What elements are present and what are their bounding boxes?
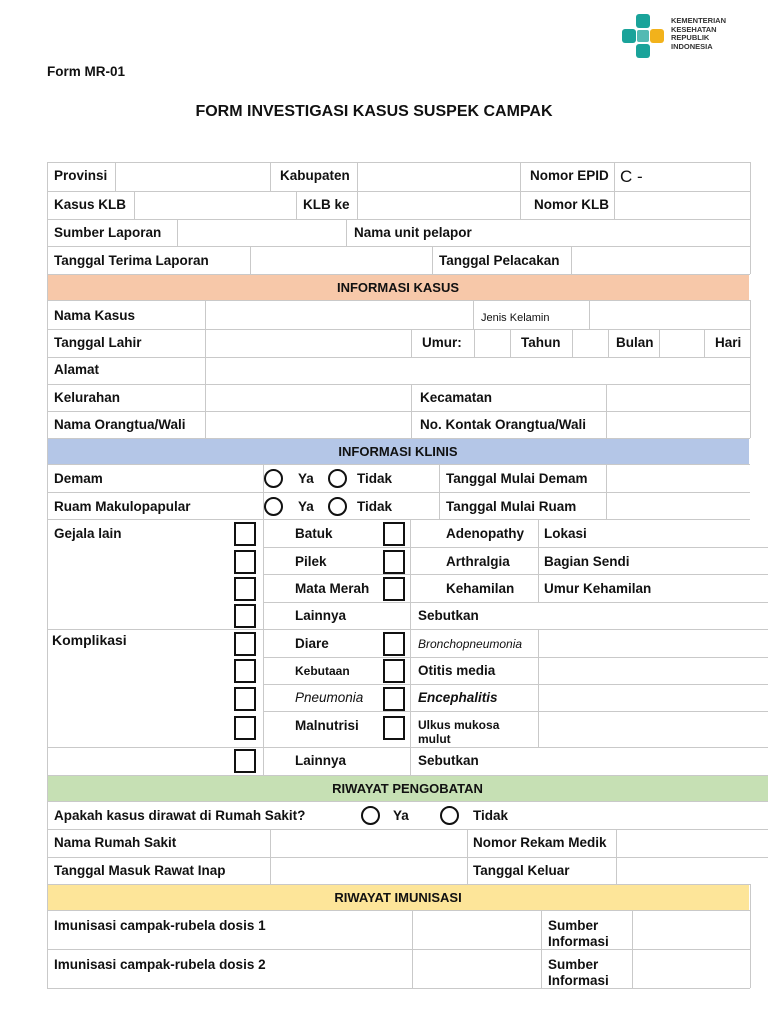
checkbox-pneumonia[interactable] <box>234 687 256 711</box>
label-tanggal-mulai-demam: Tanggal Mulai Demam <box>446 471 588 486</box>
label-pneumonia: Pneumonia <box>295 690 364 705</box>
label-nomor-rekam-medik: Nomor Rekam Medik <box>473 835 607 850</box>
radio-dirawat-ya[interactable] <box>361 806 380 825</box>
checkbox-adenopathy[interactable] <box>383 522 405 546</box>
label-dirawat-tidak: Tidak <box>473 808 509 823</box>
label-sebutkan: Sebutkan <box>418 608 479 623</box>
checkbox-malnutrisi[interactable] <box>234 716 256 740</box>
label-tanggal-pelacakan: Tanggal Pelacakan <box>439 253 560 268</box>
checkbox-encephalitis[interactable] <box>383 687 405 711</box>
label-kecamatan: Kecamatan <box>420 390 493 405</box>
label-encephalitis: Encephalitis <box>418 690 498 705</box>
label-sumber-1a: Sumber <box>548 918 599 933</box>
logo-mark-icon <box>620 12 668 60</box>
label-kabupaten: Kabupaten <box>280 168 350 183</box>
checkbox-diare[interactable] <box>234 632 256 656</box>
label-ulkus-line-1: Ulkus mukosa <box>418 718 500 732</box>
label-pilek: Pilek <box>295 554 327 569</box>
label-kebutaan: Kebutaan <box>295 664 350 678</box>
label-nama-rumah-sakit: Nama Rumah Sakit <box>54 835 177 850</box>
checkbox-lainnya[interactable] <box>234 604 256 628</box>
label-lokasi: Lokasi <box>544 526 587 541</box>
label-ulkus-line-2: mulut <box>418 732 451 746</box>
checkbox-kehamilan[interactable] <box>383 577 405 601</box>
label-arthralgia: Arthralgia <box>446 554 510 569</box>
section-header-riwayat-pengobatan: RIWAYAT PENGOBATAN <box>47 775 768 801</box>
label-umur-kehamilan: Umur Kehamilan <box>544 581 652 596</box>
form-title: FORM INVESTIGASI KASUS SUSPEK CAMPAK <box>195 103 553 120</box>
label-tanggal-keluar: Tanggal Keluar <box>473 863 570 878</box>
label-dirawat-rumah-sakit: Apakah kasus dirawat di Rumah Sakit? <box>54 808 306 823</box>
label-nomor-klb: Nomor KLB <box>534 197 609 212</box>
section-header-informasi-klinis: INFORMASI KLINIS <box>47 438 749 464</box>
label-klb-ke: KLB ke <box>303 197 350 212</box>
label-batuk: Batuk <box>295 526 333 541</box>
label-alamat: Alamat <box>54 362 100 377</box>
label-hari: Hari <box>715 335 742 350</box>
radio-ruam-tidak[interactable] <box>328 497 347 516</box>
checkbox-otitis-media[interactable] <box>383 659 405 683</box>
checkbox-kebutaan[interactable] <box>234 659 256 683</box>
label-jenis-kelamin: Jenis Kelamin <box>481 312 550 324</box>
label-tahun: Tahun <box>521 335 561 350</box>
label-kehamilan: Kehamilan <box>446 581 515 596</box>
label-bronchopneumonia: Bronchopneumonia <box>418 637 523 651</box>
label-kasus-klb: Kasus KLB <box>54 197 127 212</box>
label-mata-merah: Mata Merah <box>295 581 370 596</box>
label-lainnya-komplikasi: Lainnya <box>295 753 347 768</box>
label-nama-kasus: Nama Kasus <box>54 308 136 323</box>
checkbox-mata-merah[interactable] <box>234 577 256 601</box>
label-diare: Diare <box>295 636 329 651</box>
label-ruam-tidak: Tidak <box>357 499 393 514</box>
checkbox-batuk[interactable] <box>234 522 256 546</box>
label-otitis-media: Otitis media <box>418 663 496 678</box>
label-malnutrisi: Malnutrisi <box>295 718 359 733</box>
logo-text-line-1: KEMENTERIAN <box>671 16 727 25</box>
label-demam: Demam <box>54 471 103 486</box>
label-ruam-makulopapular: Ruam Makulopapular <box>54 499 191 514</box>
checkbox-lainnya-komplikasi[interactable] <box>234 749 256 773</box>
section-header-riwayat-imunisasi: RIWAYAT IMUNISASI <box>47 884 749 910</box>
label-tanggal-lahir: Tanggal Lahir <box>54 335 142 350</box>
label-tanggal-terima-laporan: Tanggal Terima Laporan <box>54 253 209 268</box>
label-tanggal-mulai-ruam: Tanggal Mulai Ruam <box>446 499 577 514</box>
label-sumber-laporan: Sumber Laporan <box>54 225 162 240</box>
label-nomor-epid: Nomor EPID <box>530 168 609 183</box>
label-adenopathy: Adenopathy <box>446 526 525 541</box>
radio-ruam-ya[interactable] <box>264 497 283 516</box>
ministry-logo <box>620 10 725 60</box>
label-sumber-1b: Informasi <box>548 934 609 949</box>
label-bagian-sendi: Bagian Sendi <box>544 554 630 569</box>
radio-demam-tidak[interactable] <box>328 469 347 488</box>
epid-value[interactable]: C - <box>620 167 643 186</box>
label-tanggal-masuk-rawat-inap: Tanggal Masuk Rawat Inap <box>54 863 226 878</box>
label-ruam-ya: Ya <box>298 499 314 514</box>
checkbox-bronchopneumonia[interactable] <box>383 632 405 656</box>
radio-dirawat-tidak[interactable] <box>440 806 459 825</box>
label-imunisasi-dosis-2: Imunisasi campak-rubela dosis 2 <box>54 957 266 972</box>
label-sumber-2b: Informasi <box>548 973 609 988</box>
label-kelurahan: Kelurahan <box>54 390 121 405</box>
label-no-kontak-orangtua-wali: No. Kontak Orangtua/Wali <box>420 417 587 432</box>
label-demam-ya: Ya <box>298 471 314 486</box>
label-bulan: Bulan <box>616 335 654 350</box>
label-provinsi: Provinsi <box>54 168 108 183</box>
checkbox-arthralgia[interactable] <box>383 550 405 574</box>
label-nama-orangtua-wali: Nama Orangtua/Wali <box>54 417 186 432</box>
radio-demam-ya[interactable] <box>264 469 283 488</box>
label-nama-unit-pelapor: Nama unit pelapor <box>354 225 472 240</box>
checkbox-pilek[interactable] <box>234 550 256 574</box>
checkbox-ulkus-mukosa-mulut[interactable] <box>383 716 405 740</box>
label-sumber-2a: Sumber <box>548 957 599 972</box>
label-gejala-lain: Gejala lain <box>54 526 122 541</box>
logo-text-line-4: INDONESIA <box>671 41 713 51</box>
label-imunisasi-dosis-1: Imunisasi campak-rubela dosis 1 <box>54 918 266 933</box>
section-header-informasi-kasus: INFORMASI KASUS <box>47 274 749 300</box>
label-demam-tidak: Tidak <box>357 471 393 486</box>
form-code: Form MR-01 <box>47 64 126 79</box>
label-lainnya: Lainnya <box>295 608 347 623</box>
label-komplikasi: Komplikasi <box>52 632 127 648</box>
label-dirawat-ya: Ya <box>393 808 409 823</box>
label-sebutkan-komplikasi: Sebutkan <box>418 753 479 768</box>
logo-text-line-2: KESEHATAN <box>671 24 717 34</box>
logo-text-line-3: REPUBLIK <box>671 33 710 42</box>
label-umur: Umur: <box>422 335 462 350</box>
